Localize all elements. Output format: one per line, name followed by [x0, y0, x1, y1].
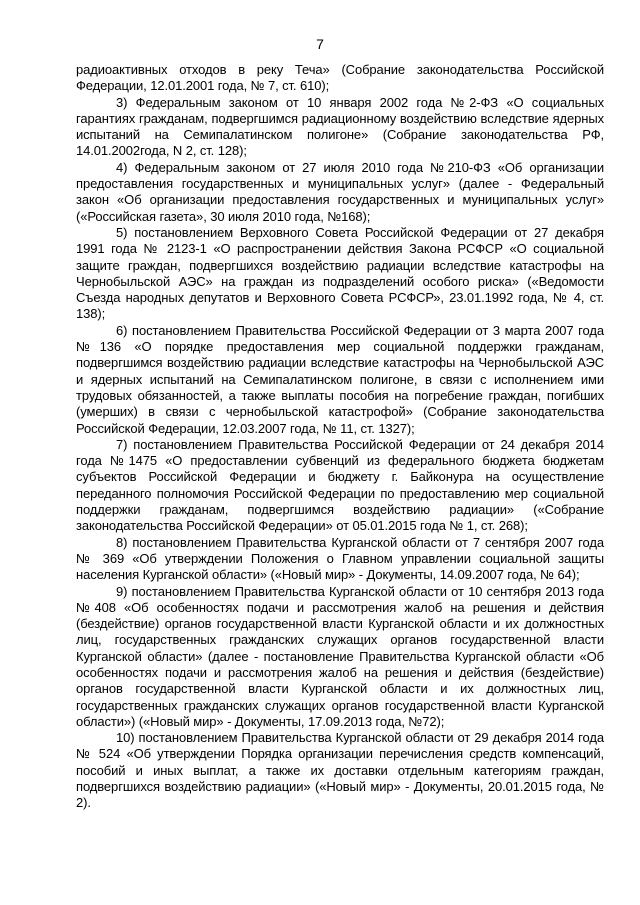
paragraph-item-6: 6) постановлением Правительства Российской Федерации от 3 марта 2007 года №136 «О порядке предоставления мер социальной поддержки гражданам, подвергшимся воздействию радиации вследствие катастрофы на Чернобыльской АЭС и ядерных испытаний на Семипалатинском полигоне, в связи с исполнением ими трудовых обязанностей, а также выплаты пособия на погребение граждан, погибших (умерших) в связи с чернобыльской катастрофой» (Собрание законодательства Российской Федерации, 12.03.2007 года, № 11, ст. 1327);: [76, 322, 604, 436]
page-number: 7: [316, 36, 324, 52]
paragraph-item-5: 5) постановлением Верховного Совета Российской Федерации от 27 декабря 1991 года № 2123-1 «О распространении действия Закона РСФСР «О социальной защите граждан, подвергшихся воздействию радиации вследствие катастрофы на Чернобыльской АЭС» на граждан из подразделений особого риска» («Ведомости Съезда народных депутатов и Верховного Совета РСФСР», 23.01.1992 года, № 4, ст. 138);: [76, 224, 604, 322]
paragraph-item-3: 3) Федеральным законом от 10 января 2002 года №2-ФЗ «О социальных гарантиях гражданам, подвергшимся радиационному воздействию вследствие ядерных испытаний на Семипалатинском полигоне» (Собрание законодательства РФ, 14.01.2002года, N 2, ст. 128);: [76, 94, 604, 159]
paragraph-item-4: 4) Федеральным законом от 27 июля 2010 года №210-ФЗ «Об организации предоставления государственных и муниципальных услуг» (далее - Федеральный закон «Об организации предоставления государственных и муниципальных услуг» («Российская газета», 30 июля 2010 года, №168);: [76, 159, 604, 224]
paragraph-item-10: 10) постановлением Правительства Курганской области от 29 декабря 2014 года № 524 «Об утверждении Порядка организации перечисления средств компенсаций, пособий и иных выплат, а также их доставки отдельным категориям граждан, подвергшихся воздействию радиации» («Новый мир» - Документы, 20.01.2015 года, № 2).: [76, 730, 604, 811]
paragraph-item-8: 8) постановлением Правительства Курганской области от 7 сентября 2007 года № 369 «Об утверждении Положения о Главном управлении социальной защиты населения Курганской области» («Новый мир» - Документы, 14.09.2007 года, № 64);: [76, 534, 604, 583]
document-body: [76, 62, 604, 812]
paragraph-item-7: 7) постановлением Правительства Российской Федерации от 24 декабря 2014 года №1475 «О предоставлении субвенций из федерального бюджета бюджетам субъектов Российской Федерации и бюджету г. Байконура на осуществление переданного полномочия Российской Федерации по предоставлению мер социальной поддержки гражданам, подвергшимся воздействию радиации» («Собрание законодательства Российской Федерации» от 05.01.2015 года № 1, ст. 268);: [76, 436, 604, 534]
paragraph-continuation: радиоактивных отходов в реку Теча» (Собрание законодательства Российской Федерации, 12.01.2001 года, № 7, ст. 610);: [76, 62, 604, 94]
paragraph-item-9: 9) постановлением Правительства Курганской области от 10 сентября 2013 года №408 «Об особенностях подачи и рассмотрения жалоб на решения и действия (бездействие) органов государственной власти Курганской области и их должностных лиц, государственных гражданских служащих органов государственной власти Курганской области» (далее - постановление Правительства Курганской области «Об особенностях подачи и рассмотрения жалоб на решения и действия (бездействие) органов государственной власти Курганской области и их должностных лиц, государственных гражданских служащих органов государственной власти Курганской области») («Новый мир» - Документы, 17.09.2013 года, №72);: [76, 583, 604, 729]
